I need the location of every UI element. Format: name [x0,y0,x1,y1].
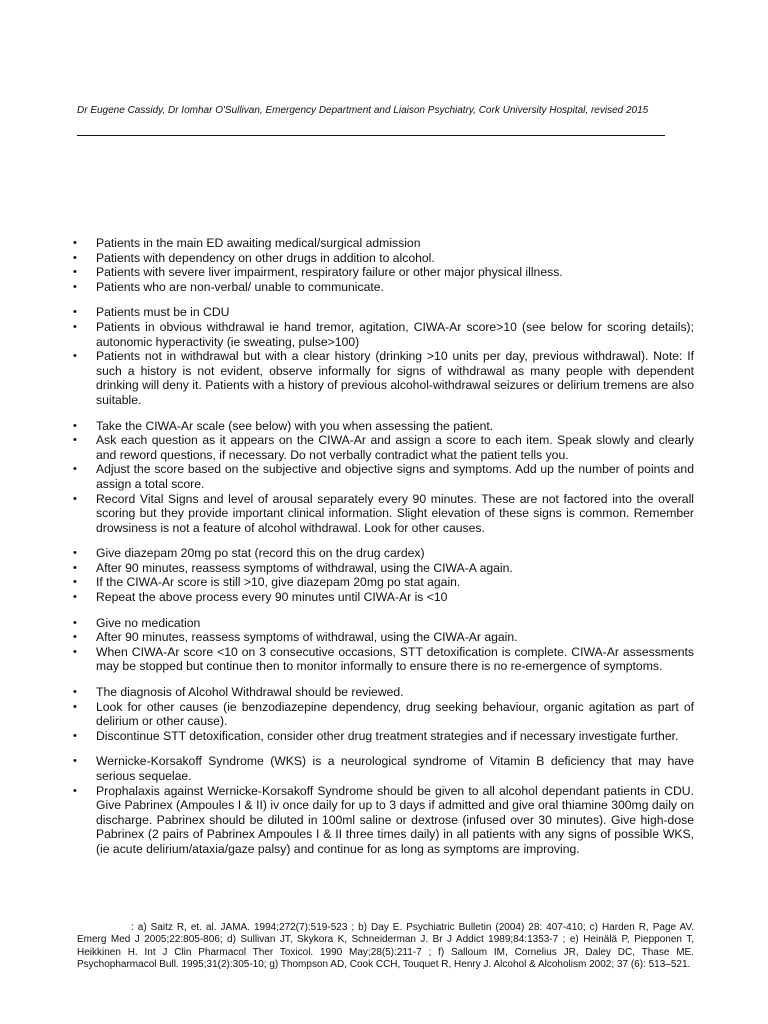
list-item: • Give no medication [73,615,201,630]
list-item: • Ask each question as it appears on the CIWA-Ar and assign a score to each item. Speak slowly and clearly and reword questions, if necessary. Do not verbally contradict what the patient tells you. [73,433,694,462]
bullet-icon: • [73,576,77,589]
bullet-group-inclusions [72,305,694,407]
list-item: • Patients with dependency on other drugs in addition to alcohol. [73,250,435,265]
bullet-group-score-above-10 [72,546,694,604]
list-item: • When CIWA-Ar score <10 on 3 consecutive occasions, STT detoxification is complete. CIWA-Ar assessments may be stopped but continue then to monitor informally to ensure there is no re-emergence of symptoms. [73,644,694,674]
bullet-icon: • [73,547,77,560]
list-item: • After 90 minutes, reassess symptoms of withdrawal, using the CIWA-A again. [73,560,513,575]
list-item: • Patients with severe liver impairment, respiratory failure or other major physical illness. [73,265,563,280]
list-item: • Take the CIWA-Ar scale (see below) with you when assessing the patient. [73,418,494,433]
bullet-icon: • [73,492,77,505]
bullet-icon: • [73,280,77,293]
list-item: • Patients not in withdrawal but with a clear history (drinking >10 units per day, previous withdrawal). Note: If such a history is not evident, observe informally for signs of withdrawal as many people with dependent drinking will deny it. Patients with a history of previous alcohol-withdrawal seizures or delirium tremens are also suitable. [73,349,694,407]
list-item: • Prophalaxis against Wernicke-Korsakoff Syndrome should be given to all alcohol dependant patients in CDU. Give Pabrinex (Ampoules I & II) iv once daily for up to 3 days if admitted and give oral thiamine 300mg daily on discharge. Pabrinex should be diluted in 100ml saline or dextrose (infused over 30 minutes). Give high-dose Pabrinex (2 pairs of Pabrinex Ampoules I & II three times daily) in all patients with any signs of possible WKS, (ie acute delirium/ataxia/gaze palsy) and continue for as long as symptoms are improving. [73,783,694,856]
bullet-icon: • [73,591,77,604]
bullet-icon: • [73,419,77,432]
bullet-group-exclusions [72,236,694,294]
references [77,922,694,972]
bullet-icon: • [73,729,77,742]
list-item: • Discontinue STT detoxification, consider other drug treatment strategies and if necessary investigate further. [73,728,679,743]
list-item: • The diagnosis of Alcohol Withdrawal should be reviewed. [73,685,404,700]
list-item: • Record Vital Signs and level of arousal separately every 90 minutes. These are not factored into the overall scoring but they provide important clinical information. Slight elevation of these signs is common. Remember drowsiness is not a feature of alcohol withdrawal. Look for other causes. [73,491,694,535]
list-item: • Wernicke-Korsakoff Syndrome (WKS) is a neurological syndrome of Vitamin B deficiency that may have serious sequelae. [73,754,694,783]
header-rule [77,135,665,136]
bullet-icon: • [73,306,77,319]
bullet-icon: • [73,266,77,279]
bullet-icon: • [73,251,77,264]
list-item: • Patients who are non-verbal/ unable to communicate. [73,279,384,294]
list-item: • Patients in obvious withdrawal ie hand tremor, agitation, CIWA-Ar score>10 (see below for scoring details); autonomic hyperactivity (ie sweating, pulse>100) [73,319,694,349]
references-text: : a) Saitz R, et. al. JAMA. 1994;272(7):519-523 ; b) Day E. Psychiatric Bulletin (2004) 28: 407-410; c) Harden R, Page AV. Emerg Med J 2005;22:805-806; d) Sullivan JT, Skykora K, Schneiderman J. Br J Addict 1989;84:1353-7 ; e) Heinälä P, Piepponen T, Heikkinen H. Int J Clin Pharmacol Ther Toxicol. 1990 May;28(5):211-7 ; f) Salloum IM, Cornelius JR, Daley DC, Thase ME. Psychopharmacol Bull. 1995;31(2):305-10; g) Thompson AD, Cook CCH, Touquet R, Henry J. Alcohol & Alcoholism 2002; 37 (6): 513–521. [77,922,694,971]
list-item: • If the CIWA-Ar score is still >10, give diazepam 20mg po stat again. [73,575,461,590]
bullet-icon: • [73,686,77,699]
bullet-icon: • [73,561,77,574]
list-item: • After 90 minutes, reassess symptoms of withdrawal, using the CIWA-Ar again. [73,630,518,645]
list-item: • Patients in the main ED awaiting medical/surgical admission [73,236,421,250]
bullet-icon: • [73,645,77,658]
bullet-icon: • [73,616,77,629]
bullet-icon: • [73,237,77,249]
list-item: • Patients must be in CDU [73,305,230,320]
bullet-icon: • [73,320,77,333]
bullet-icon: • [73,463,77,476]
header-authors: Dr Eugene Cassidy, Dr Iomhar O'Sullivan, Emergency Department and Liaison Psychiatry, Cork University Hospital, revised 2015 [77,105,649,116]
bullet-group-score-below-10 [72,616,694,674]
bullet-icon: • [73,631,77,644]
bullet-group-review [72,685,694,743]
bullet-icon: • [73,755,77,768]
bullet-icon: • [73,350,77,363]
bullet-group-assessment [72,419,694,536]
bullet-icon: • [73,784,77,797]
bullet-icon: • [73,700,77,713]
list-item: • Repeat the above process every 90 minutes until CIWA-Ar is <10 [73,590,448,605]
bullet-icon: • [73,434,77,447]
list-item: • Look for other causes (ie benzodiazepine dependency, drug seeking behaviour, organic agitation as part of delirium or other cause). [73,699,694,729]
document-body [72,236,694,868]
list-item: • Give diazepam 20mg po stat (record this on the drug cardex) [73,546,425,561]
list-item: • Adjust the score based on the subjective and objective signs and symptoms. Add up the number of points and assign a total score. [73,462,694,491]
bullet-group-wernicke [72,754,694,856]
